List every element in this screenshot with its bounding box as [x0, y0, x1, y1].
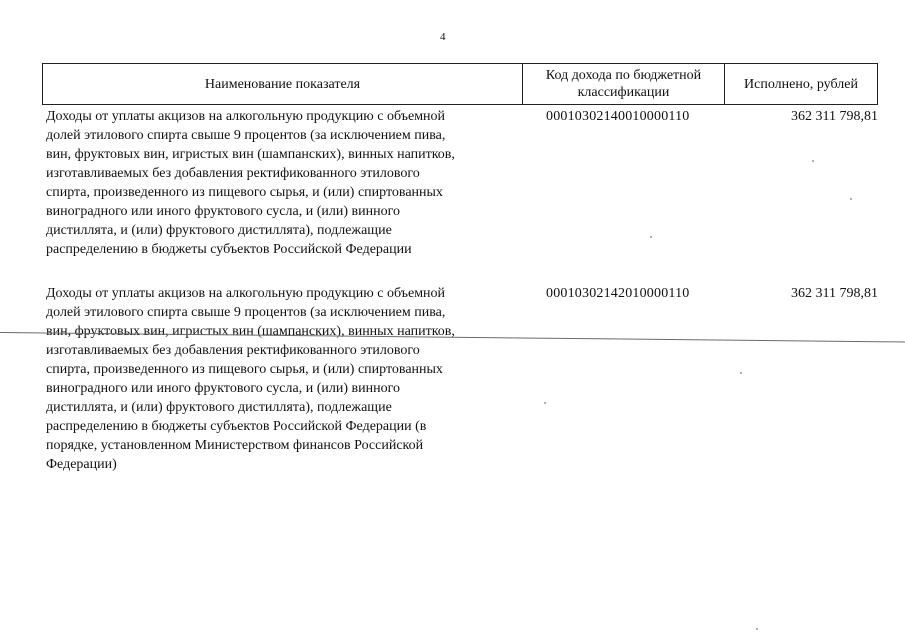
scan-speck [756, 628, 758, 630]
executed-amount: 362 311 798,81 [791, 286, 878, 301]
header-budget-code: Код дохода по бюджетной классификации [523, 64, 725, 104]
scan-speck [812, 160, 814, 162]
indicator-name: Доходы от уплаты акцизов на алкогольную продукцию с объемной долей этилового спирта свыше 9 процентов (за исключением пива, вин, фруктовых вин, игристых вин (шампанских), винных напитков, изготавливаемых без добавления ректификованного этилового спирта, произведенного из пищевого сырья, и (или) спиртованных виноградного или иного фруктового сусла, и (или) винного дистиллята, и (или) фруктового дистиллята), подлежащие распределению в бюджеты субъектов Российской Федерации [46, 109, 455, 257]
scan-speck [544, 402, 546, 404]
header-executed: Исполнено, рублей [744, 76, 858, 92]
header-indicator-name: Наименование показателя [43, 64, 523, 104]
scan-speck [850, 198, 852, 200]
budget-code: 00010302140010000110 [546, 109, 690, 124]
budget-code: 00010302142010000110 [546, 286, 690, 301]
table-header [42, 63, 878, 105]
executed-amount: 362 311 798,81 [791, 109, 878, 124]
scan-speck [740, 372, 742, 374]
indicator-name: Доходы от уплаты акцизов на алкогольную продукцию с объемной долей этилового спирта свыше 9 процентов (за исключением пива, вин, фруктовых вин, игристых вин (шампанских), винных напитков, изготавливаемых без добавления ректификованного этилового спирта, произведенного из пищевого сырья, и (или) спиртованных виноградного или иного фруктового сусла, и (или) винного дистиллята, и (или) фруктового дистиллята), подлежащие распределению в бюджеты субъектов Российской Федерации (в порядке, установленном Министерством финансов Российской Федерации) [46, 286, 455, 472]
scan-speck [650, 236, 652, 238]
page-number: 4 [440, 31, 446, 43]
